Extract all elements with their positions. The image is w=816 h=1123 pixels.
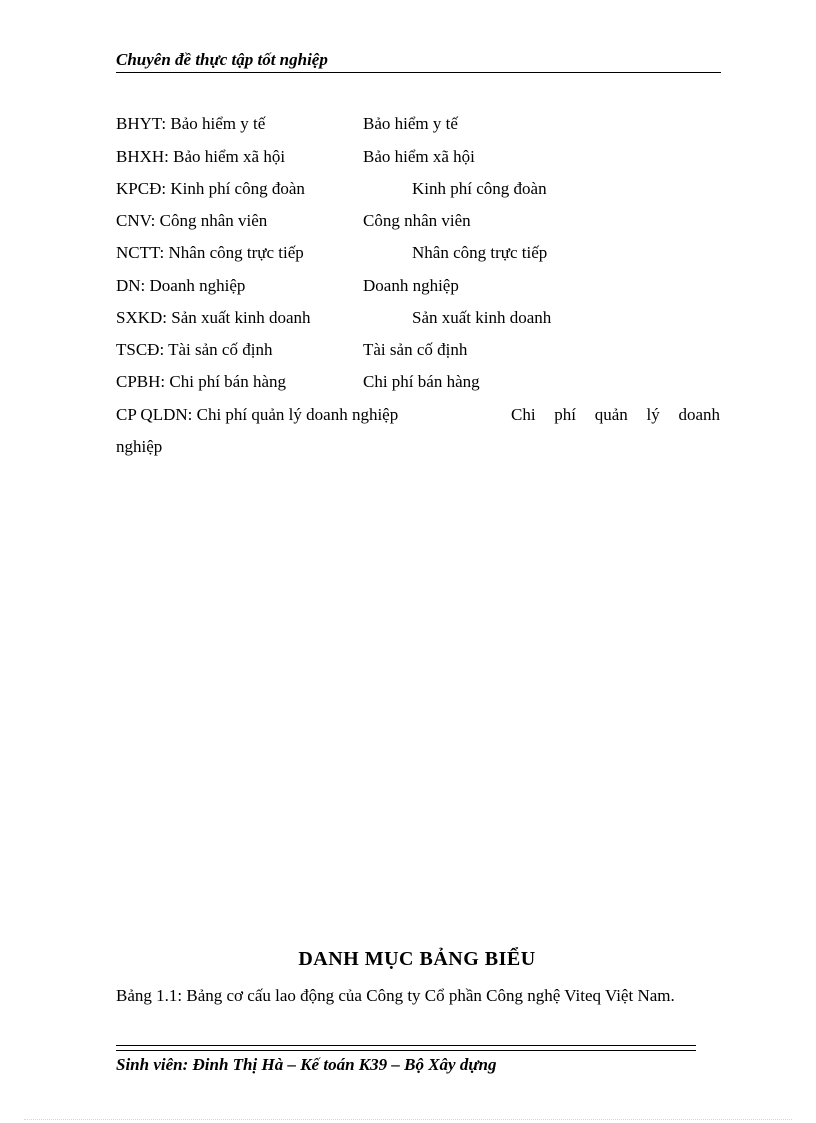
abbreviation-term: KPCĐ: Kinh phí công đoàn [116, 179, 305, 198]
meaning-word: doanh [678, 405, 720, 424]
page-boundary [24, 1119, 792, 1120]
abbreviation-meaning [511, 403, 720, 427]
meaning-word: quản [594, 405, 628, 424]
abbreviation-term: BHXH: Bảo hiểm xã hội [116, 147, 286, 166]
meaning-word: Chi [511, 405, 536, 424]
page-header [116, 48, 721, 73]
abbreviation-row [116, 112, 721, 136]
meaning-word: phí [554, 405, 577, 424]
footer-divider [116, 1050, 696, 1051]
table-list-item: Bảng 1.1: Bảng cơ cấu lao động của Công ty Cổ phần Công nghệ Viteq Việt Nam. [116, 986, 675, 1005]
abbreviation-row [116, 241, 721, 265]
tables-section-title: DANH MỤC BẢNG BIỂU [298, 948, 536, 970]
abbreviation-term: CNV: Công nhân viên [116, 211, 268, 230]
abbreviation-meaning: Tài sản cố định [363, 340, 468, 359]
abbreviation-meaning-wrap: nghiệp [116, 437, 163, 456]
abbreviation-term: SXKD: Sản xuất kinh doanh [116, 308, 311, 327]
abbreviation-meaning: Bảo hiểm y tế [363, 114, 458, 133]
page-footer: Sinh viên: Đinh Thị Hà – Kế toán K39 – Bộ Xây dựng [116, 1055, 497, 1074]
abbreviation-row [116, 177, 721, 201]
abbreviation-meaning: Bảo hiểm xã hội [363, 147, 475, 166]
abbreviation-meaning: Chi phí bán hàng [363, 372, 480, 391]
abbreviation-row [116, 274, 721, 298]
meaning-word: lý [646, 405, 660, 424]
footer-divider [116, 1045, 696, 1046]
abbreviation-meaning: Nhân công trực tiếp [412, 243, 548, 262]
abbreviation-term: NCTT: Nhân công trực tiếp [116, 243, 304, 262]
abbreviation-term: TSCĐ: Tài sản cố định [116, 340, 273, 359]
abbreviation-row [116, 306, 721, 330]
abbreviation-row [116, 370, 721, 394]
abbreviation-meaning: Doanh nghiệp [363, 276, 459, 295]
abbreviation-term: DN: Doanh nghiệp [116, 276, 246, 295]
abbreviation-meaning: Sản xuất kinh doanh [412, 308, 552, 327]
abbreviation-row [116, 338, 721, 362]
abbreviation-meaning: Công nhân viên [363, 211, 471, 230]
abbreviation-row [116, 209, 721, 233]
abbreviation-term: BHYT: Bảo hiểm y tế [116, 114, 266, 133]
abbreviation-term: CP QLDN: Chi phí quản lý doanh nghiệp [116, 405, 399, 424]
abbreviation-term: CPBH: Chi phí bán hàng [116, 372, 287, 391]
abbreviation-row [116, 145, 721, 169]
header-title: Chuyên đề thực tập tốt nghiệp [116, 50, 328, 69]
abbreviation-meaning: Kinh phí công đoàn [412, 179, 547, 198]
